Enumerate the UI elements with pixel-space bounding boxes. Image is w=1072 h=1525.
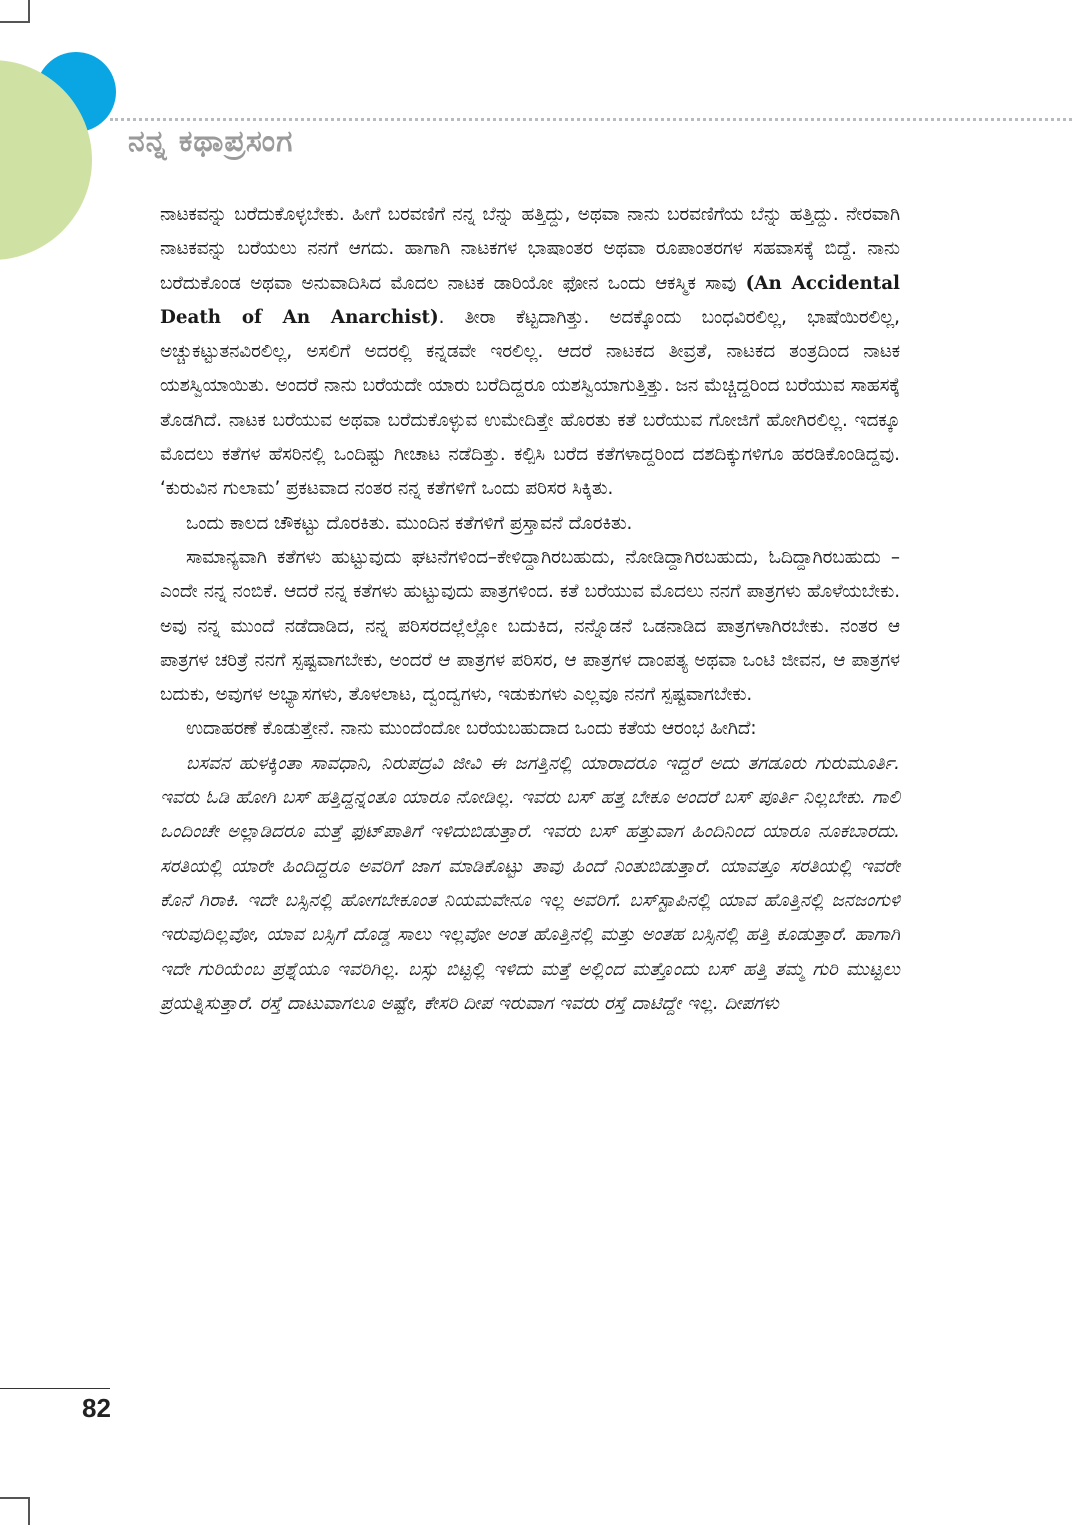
paragraph-1-text: ನಾಟಕವನ್ನು ಬರೆದುಕೊಳ್ಳಬೇಕು. ಹೀಗೆ ಬರವಣಿಗೆ ನನ್ನ ಬೆನ್ನು ಹತ್ತಿದ್ದು, ಅಥವಾ ನಾನು ಬರವಣಿಗೆಯ ಬೆನ್ನು ಹತ್ತಿದ್ದು. ನೇರವಾಗಿ ನಾಟಕವನ್ನು ಬರೆಯಲು ನನಗೆ ಆಗದು. ಹಾಗಾಗಿ ನಾಟಕಗಳ ಭಾಷಾಂತರ ಅಥವಾ ರೂಪಾಂತರಗಳ ಸಹವಾಸಕ್ಕೆ ಬಿದ್ದೆ. ನಾನು ಬರೆದುಕೊಂಡ ಅಥವಾ ಅನುವಾದಿಸಿದ ಮೊದಲ ನಾಟಕ ಡಾರಿಯೋ ಫೋನ ಒಂದು ಆಕಸ್ಮಿಕ ಸಾವು xyxy=(160,204,900,294)
page-body xyxy=(160,198,900,1021)
chapter-title: ನನ್ನ ಕಥಾಪ್ರಸಂಗ xyxy=(128,124,294,159)
crop-mark-top xyxy=(28,0,30,22)
paragraph-4: ಉದಾಹರಣೆ ಕೊಡುತ್ತೇನೆ. ನಾನು ಮುಂದೆಂದೋ ಬರೆಯಬಹುದಾದ ಒಂದು ಕತೆಯ ಆರಂಭ ಹೀಗಿದೆ: xyxy=(186,718,757,740)
story-excerpt: ಬಸವನ ಹುಳಕ್ಕಿಂತಾ ಸಾವಧಾನಿ, ನಿರುಪದ್ರವಿ ಜೀವಿ ಈ ಜಗತ್ತಿನಲ್ಲಿ ಯಾರಾದರೂ ಇದ್ದರೆ ಅದು ತಗಡೂರು ಗುರುಮೂರ್ತಿ. ಇವರು ಓಡಿ ಹೋಗಿ ಬಸ್ ಹತ್ತಿದ್ದನ್ನಂತೂ ಯಾರೂ ನೋಡಿಲ್ಲ. ಇವರು ಬಸ್ ಹತ್ತ ಬೇಕೂ ಅಂದರೆ ಬಸ್ ಪೂರ್ತಿ ನಿಲ್ಲಬೇಕು. ಗಾಲಿ ಒಂದಿಂಚೇ ಅಲ್ಲಾಡಿದರೂ ಮತ್ತೆ ಫುಟ್‌ಪಾತಿಗೆ ಇಳಿದುಬಿಡುತ್ತಾರೆ. ಇವರು ಬಸ್ ಹತ್ತುವಾಗ ಹಿಂದಿನಿಂದ ಯಾರೂ ನೂಕಬಾರದು. ಸರತಿಯಲ್ಲಿ ಯಾರೇ ಹಿಂದಿದ್ದರೂ ಅವರಿಗೆ ಜಾಗ ಮಾಡಿಕೊಟ್ಟು ತಾವು ಹಿಂದೆ ನಿಂತುಬಿಡುತ್ತಾರೆ. ಯಾವತ್ತೂ ಸರತಿಯಲ್ಲಿ ಇವರೇ ಕೊನೆ ಗಿರಾಕಿ. ಇದೇ ಬಸ್ಸಿನಲ್ಲಿ ಹೋಗಬೇಕೂಂತ ನಿಯಮವೇನೂ ಇಲ್ಲ ಅವರಿಗೆ. ಬಸ್‌ಸ್ಟಾಪಿನಲ್ಲಿ ಯಾವ ಹೊತ್ತಿನಲ್ಲಿ ಜನಜಂಗುಳಿ ಇರುವುದಿಲ್ಲವೋ, ಯಾವ ಬಸ್ಸಿಗೆ ದೊಡ್ಡ ಸಾಲು ಇಲ್ಲವೋ ಅಂತ ಹೊತ್ತಿನಲ್ಲಿ ಮತ್ತು ಅಂತಹ ಬಸ್ಸಿನಲ್ಲಿ ಹತ್ತಿ ಕೂಡುತ್ತಾರೆ. ಹಾಗಾಗಿ ಇದೇ ಗುರಿಯೆಂಬ ಪ್ರಶ್ನೆಯೂ ಇವರಿಗಿಲ್ಲ. ಬಸ್ಸು ಬಿಟ್ಟಲ್ಲಿ ಇಳಿದು ಮತ್ತೆ ಅಲ್ಲಿಂದ ಮತ್ತೊಂದು ಬಸ್ ಹತ್ತಿ ತಮ್ಮ ಗುರಿ ಮುಟ್ಟಲು ಪ್ರಯತ್ನಿಸುತ್ತಾರೆ. ರಸ್ತೆ ದಾಟುವಾಗಲೂ ಅಷ್ಟೇ, ಕೇಸರಿ ದೀಪ ಇರುವಾಗ ಇವರು ರಸ್ತೆ ದಾಟಿದ್ದೇ ಇಲ್ಲ. ದೀಪಗಳು xyxy=(160,752,900,1014)
english-title: (An Accidental Death of An Anarchist) xyxy=(160,272,900,328)
crop-mark-top-h xyxy=(0,21,30,23)
page-number: 82 xyxy=(82,1393,111,1423)
paragraph-3: ಸಾಮಾನ್ಯವಾಗಿ ಕತೆಗಳು ಹುಟ್ಟುವುದು ಘಟನೆಗಳಿಂದ–ಕೇಳಿದ್ದಾಗಿರಬಹುದು, ನೋಡಿದ್ದಾಗಿರಬಹುದು, ಓದಿದ್ದಾಗಿರಬಹುದು – ಎಂದೇ ನನ್ನ ನಂಬಿಕೆ. ಆದರೆ ನನ್ನ ಕತೆಗಳು ಹುಟ್ಟುವುದು ಪಾತ್ರಗಳಿಂದ. ಕತೆ ಬರೆಯುವ ಮೊದಲು ನನಗೆ ಪಾತ್ರಗಳು ಹೊಳೆಯಬೇಕು. ಅವು ನನ್ನ ಮುಂದೆ ನಡೆದಾಡಿದ, ನನ್ನ ಪರಿಸರದಲ್ಲೆಲ್ಲೋ ಬದುಕಿದ, ನನ್ನೊಡನೆ ಒಡನಾಡಿದ ಪಾತ್ರಗಳಾಗಿರಬೇಕು. ನಂತರ ಆ ಪಾತ್ರಗಳ ಚರಿತ್ರೆ ನನಗೆ ಸ್ಪಷ್ಟವಾಗಬೇಕು, ಅಂದರೆ ಆ ಪಾತ್ರಗಳ ಪರಿಸರ, ಆ ಪಾತ್ರಗಳ ದಾಂಪತ್ಯ ಅಥವಾ ಒಂಟಿ ಜೀವನ, ಆ ಪಾತ್ರಗಳ ಬದುಕು, ಅವುಗಳ ಅಭ್ಯಾಸಗಳು, ತೊಳಲಾಟ, ದ್ವಂದ್ವಗಳು, ಇಡುಕುಗಳು ಎಲ್ಲವೂ ನನಗೆ ಸ್ಪಷ್ಟವಾಗಬೇಕು. xyxy=(160,546,900,706)
paragraph-1 xyxy=(160,198,900,507)
paragraph-2: ಒಂದು ಕಾಲದ ಚೌಕಟ್ಟು ದೊರಕಿತು. ಮುಂದಿನ ಕತೆಗಳಿಗೆ ಪ್ರಸ್ತಾವನೆ ದೊರಕಿತು. xyxy=(186,512,633,534)
paragraph-1-continued: . ತೀರಾ ಕೆಟ್ಟದಾಗಿತ್ತು. ಅದಕ್ಕೊಂದು ಬಂಧವಿರಲಿಲ್ಲ, ಭಾಷೆಯಿರಲಿಲ್ಲ, ಅಚ್ಚುಕಟ್ಟುತನವಿರಲಿಲ್ಲ, ಅಸಲಿಗೆ ಅದರಲ್ಲಿ ಕನ್ನಡವೇ ಇರಲಿಲ್ಲ. ಆದರೆ ನಾಟಕದ ತೀವ್ರತೆ, ನಾಟಕದ ತಂತ್ರದಿಂದ ನಾಟಕ ಯಶಸ್ವಿಯಾಯಿತು. ಅಂದರೆ ನಾನು ಬರೆಯದೇ ಯಾರು ಬರೆದಿದ್ದರೂ ಯಶಸ್ವಿಯಾಗುತ್ತಿತ್ತು. ಜನ ಮೆಚ್ಚಿದ್ದರಿಂದ ಬರೆಯುವ ಸಾಹಸಕ್ಕೆ ತೊಡಗಿದೆ. ನಾಟಕ ಬರೆಯುವ ಅಥವಾ ಬರೆದುಕೊಳ್ಳುವ ಉಮೇದಿತ್ತೇ ಹೊರತು ಕತೆ ಬರೆಯುವ ಗೋಜಿಗೆ ಹೋಗಿರಲಿಲ್ಲ. ಇದಕ್ಕೂ ಮೊದಲು ಕತೆಗಳ ಹೆಸರಿನಲ್ಲಿ ಒಂದಿಷ್ಟು ಗೀಚಾಟ ನಡೆದಿತ್ತು. ಕಲ್ಪಿಸಿ ಬರೆದ ಕತೆಗಳಾದ್ದರಿಂದ ದಶದಿಕ್ಕುಗಳಿಗೂ ಹರಡಿಕೊಂಡಿದ್ದವು. ‘ಕುರುವಿನ ಗುಲಾಮ’ ಪ್ರಕಟವಾದ ನಂತರ ನನ್ನ ಕತೆಗಳಿಗೆ ಒಂದು ಪರಿಸರ ಸಿಕ್ಕಿತು. xyxy=(160,306,900,500)
page-number-rule xyxy=(0,1388,110,1389)
header-dotted-rule xyxy=(110,118,1072,121)
crop-mark-bottom xyxy=(28,1497,30,1525)
crop-mark-bottom-h xyxy=(0,1497,30,1499)
